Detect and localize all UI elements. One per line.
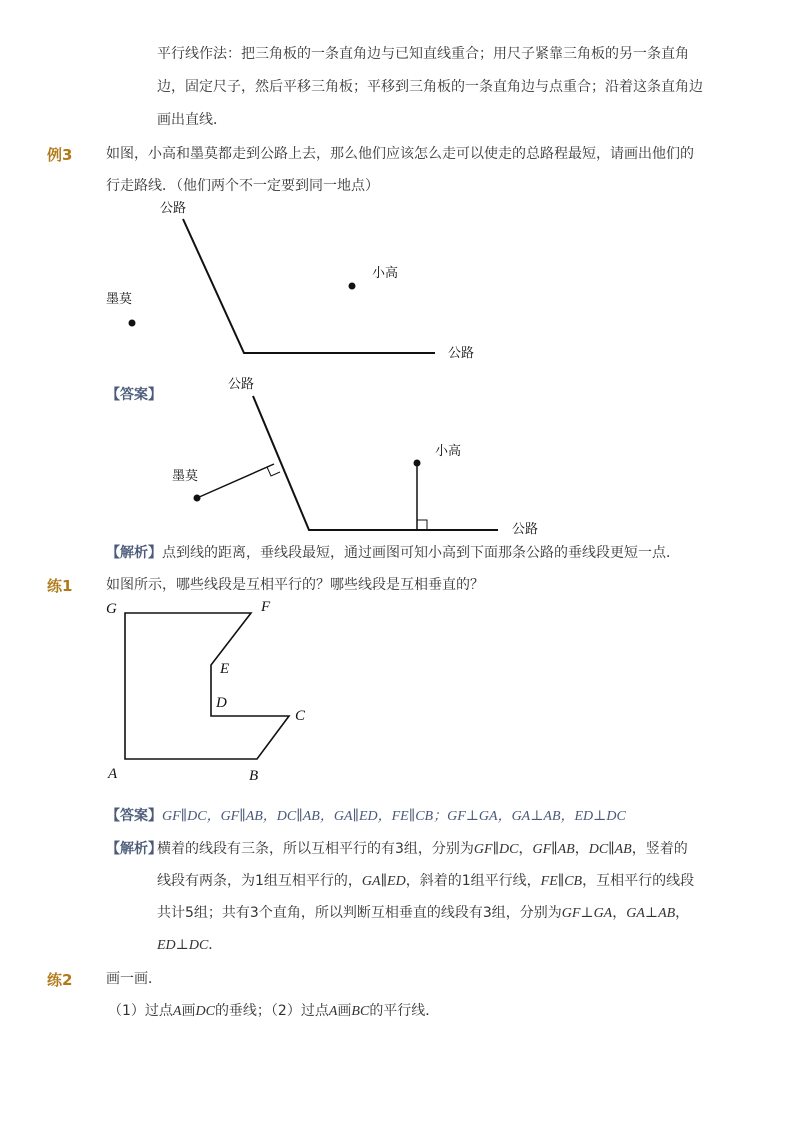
subquestion-text: （1）过点 (108, 1003, 173, 1019)
example-3-question-line-2: 行走路线．（他们两个不一定要到同一地点） (106, 178, 379, 194)
separator: ， (612, 905, 627, 921)
subquestion-text: 的平行线． (369, 1003, 440, 1019)
analysis-text: 共计5组；共有3个直角，所以判断互相垂直的线段有3组，分别为 (157, 905, 562, 921)
analysis-text: ，斜着的1组平行线， (405, 873, 541, 889)
polygon-gfedcba (125, 613, 289, 759)
math-expression: GA∥ED (361, 874, 406, 889)
intro-line-3: 画出直线． (157, 112, 227, 128)
practice-1-analysis-line-3 (157, 903, 689, 924)
practice-2-question: 画一画． (106, 971, 162, 987)
example-3-answer-tag: 【答案】 (106, 387, 162, 403)
intro-line-1: 平行线作法：把三角板的一条直角边与已知直线重合；用尺子紧靠三角板的另一条直角 (157, 46, 689, 62)
analysis-text: ，竖着的 (631, 841, 688, 857)
practice-1-analysis-line-1 (157, 839, 688, 860)
answer-road-label-right: 公路 (512, 522, 539, 537)
point-label-a: A (108, 766, 118, 782)
answer-road-label-top: 公路 (228, 377, 255, 392)
practice-1-question: 如图所示，哪些线段是互相平行的？哪些线段是互相垂直的？ (106, 577, 484, 593)
math-expression: GF⊥GA (561, 906, 613, 921)
math-expression: DC∥AB (588, 842, 632, 857)
road-label-right: 公路 (448, 346, 475, 361)
analysis-text: 线段有两条，为1组互相平行的， (157, 873, 362, 889)
example-3-label: 例3 (47, 146, 73, 164)
momo-label: 墨莫 (106, 292, 133, 307)
practice-1-label: 练1 (47, 577, 73, 595)
road-label-top: 公路 (160, 201, 187, 216)
answer-tag: 【答案】 (106, 808, 162, 824)
math-expression: FE∥CB (540, 874, 583, 889)
point-label-e: E (220, 661, 230, 677)
answer-text: GF∥DC，GF∥AB，DC∥AB，GA∥ED，FE∥CB；GF⊥GA，GA⊥AB，ED⊥DC (162, 809, 626, 824)
practice-2-label: 练2 (47, 971, 73, 989)
intro-line-2: 边，固定尺子，然后平移三角板；平移到三角板的一条直角边与点重合；沿着这条直角边 (157, 79, 703, 95)
subquestion-text: 画 (181, 1003, 196, 1019)
math-segment: DC (195, 1004, 215, 1019)
practice-1-answer (106, 806, 626, 827)
practice-2-subquestion (108, 1001, 439, 1022)
math-point: A (172, 1004, 182, 1019)
point-label-b: B (249, 768, 259, 784)
analysis-text: 横着的线段有三条，所以互相平行的有3组，分别为 (157, 841, 474, 857)
math-expression: GA⊥AB (626, 906, 676, 921)
example-3-question-line-1: 如图，小高和墨莫都走到公路上去，那么他们应该怎么走可以使走的总路程最短，请画出他们的 (106, 146, 694, 162)
point-label-f: F (261, 599, 271, 615)
answer-momo-label: 墨莫 (172, 469, 199, 484)
practice-1-analysis-tag: 【解析】 (106, 841, 162, 857)
point-label-d: D (216, 695, 227, 711)
xiaogao-label: 小高 (372, 266, 399, 281)
point-label-g: G (106, 601, 117, 617)
separator: ， (574, 841, 589, 857)
practice-1-analysis-line-2 (157, 871, 694, 892)
point-label-c: C (295, 708, 306, 724)
analysis-text: ，互相平行的线段 (582, 873, 695, 889)
separator: ， (675, 905, 690, 921)
answer-xiaogao-label: 小高 (435, 444, 462, 459)
practice-1-analysis-line-4 (157, 935, 222, 956)
math-expression: GF∥AB (532, 842, 575, 857)
separator: ． (208, 937, 223, 953)
analysis-tag: 【解析】 (106, 545, 162, 561)
math-expression: GF∥DC (473, 842, 519, 857)
math-point: A (328, 1004, 338, 1019)
math-segment: BC (351, 1004, 370, 1019)
separator: ， (518, 841, 533, 857)
subquestion-text: 的垂线；（2）过点 (214, 1003, 329, 1019)
subquestion-text: 画 (337, 1003, 352, 1019)
analysis-text: 点到线的距离，垂线段最短，通过画图可知小高到下面那条公路的垂线段更短一点． (162, 545, 680, 561)
math-expression: ED⊥DC (157, 938, 209, 953)
